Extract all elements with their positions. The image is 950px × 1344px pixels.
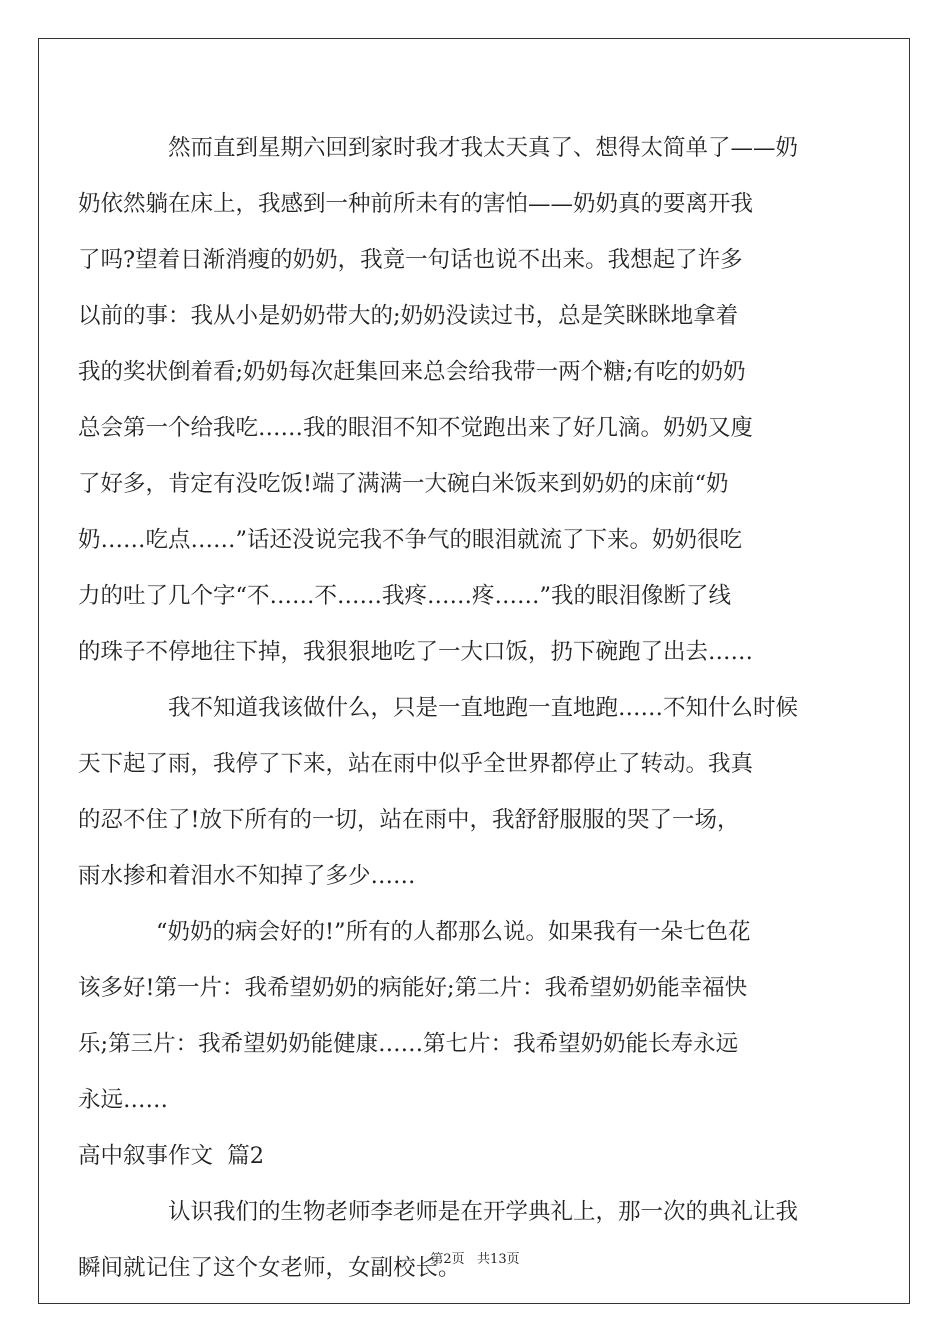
- text-line: 了吗?望着日渐消瘦的奶奶，我竟一句话也说不出来。我想起了许多: [78, 247, 743, 273]
- paragraph-1: [78, 120, 873, 680]
- text-line: 了好多，肯定有没吃饭!端了满满一大碗白米饭来到奶奶的床前“奶: [78, 471, 729, 497]
- text-line: 该多好!第一片：我希望奶奶的病能好;第二片：我希望奶奶能幸福快: [78, 975, 748, 1001]
- text-line: 的忍不住了!放下所有的一切，站在雨中，我舒舒服服的哭了一场，: [78, 807, 740, 833]
- text-line: 奶……吃点……”话还没说完我不争气的眼泪就流了下来。奶奶很吃: [78, 527, 743, 553]
- document-body: [78, 120, 873, 1296]
- section-heading: 高中叙事作文 篇2: [78, 1143, 265, 1169]
- text-line: 认识我们的生物老师李老师是在开学典礼上，那一次的典礼让我: [168, 1199, 799, 1225]
- text-line: 奶依然躺在床上，我感到一种前所未有的害怕——奶奶真的要离开我: [78, 191, 754, 217]
- text-line: 总会第一个给我吃……我的眼泪不知不觉跑出来了好几滴。奶奶又廋: [78, 415, 754, 441]
- text-line: 瞬间就记住了这个女老师，女副校长。: [78, 1255, 461, 1281]
- text-line: 我的奖状倒着看;奶奶每次赶集回来总会给我带一两个糖;有吃的奶奶: [78, 359, 746, 385]
- text-line: 以前的事：我从小是奶奶带大的;奶奶没读过书，总是笑眯眯地拿着: [78, 303, 739, 329]
- text-line: 天下起了雨，我停了下来，站在雨中似乎全世界都停止了转动。我真: [78, 751, 754, 777]
- text-line: 乐;第三片：我希望奶奶能健康……第七片：我希望奶奶能长寿永远: [78, 1031, 739, 1057]
- text-line: “奶奶的病会好的!”所有的人都那么说。如果我有一朵七色花: [156, 919, 751, 945]
- page-footer: 第2页 共13页: [430, 1252, 520, 1267]
- text-line: 的珠子不停地往下掉，我狠狠地吃了一大口饭，扔下碗跑了出去……: [78, 639, 754, 665]
- text-line: 我不知道我该做什么，只是一直地跑一直地跑……不知什么时候: [168, 695, 799, 721]
- paragraph-3: [78, 904, 873, 1128]
- text-line: 永远……: [78, 1087, 169, 1113]
- paragraph-4: [78, 1184, 873, 1296]
- paragraph-2: [78, 680, 873, 904]
- text-line: 雨水掺和着泪水不知掉了多少……: [78, 863, 416, 889]
- text-line: 力的吐了几个字“不……不……我疼……疼……”我的眼泪像断了线: [78, 583, 732, 609]
- text-line: 然而直到星期六回到家时我才我太天真了、想得太简单了——奶: [168, 135, 799, 161]
